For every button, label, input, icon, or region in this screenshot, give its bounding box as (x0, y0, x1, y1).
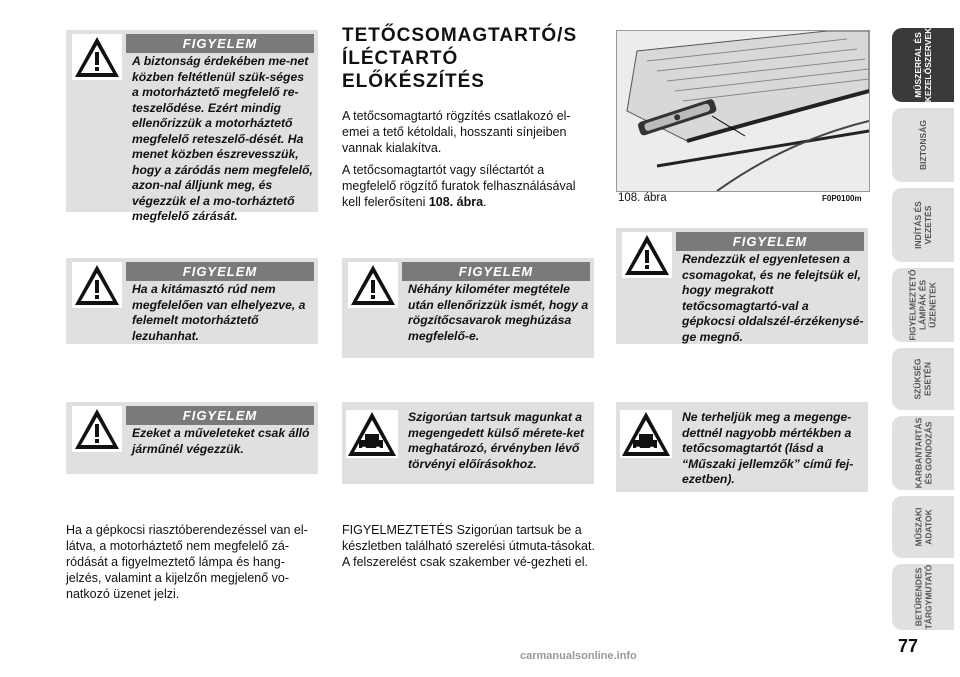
warning-label: FIGYELEM (126, 34, 314, 53)
warning-text: Ezeket a műveleteket csak álló járműnél végezzük. (132, 426, 310, 456)
warning-box-recheck (342, 258, 594, 358)
warning-box-prop-rod (66, 258, 318, 344)
warning-label: FIGYELEM (676, 232, 864, 251)
chapter-tabs (892, 0, 960, 677)
tab-safety[interactable]: BIZTONSÁG (892, 108, 954, 182)
note-text: Szigorúan tartsuk magunkat a megengedett külső mérete-ket meghatározó, érvényben lévő törvényi előírásokhoz. (408, 410, 585, 471)
roof-illustration (617, 31, 869, 191)
warning-box-stationary (66, 402, 318, 474)
tab-emergency[interactable]: SZÜKSÉG ESETÉN (892, 348, 954, 410)
body-text-installation: FIGYELMEZTETÉS Szigorúan tartsuk be a készletben található szerelési útmuta-tásokat. A felszerelést csak szakember vé-gezheti el. (342, 523, 595, 569)
warning-label: FIGYELEM (126, 406, 314, 425)
watermark-text: carmanualsonline.info (520, 650, 637, 662)
figure-code: F0P0100m (822, 194, 862, 203)
tab-instruments[interactable]: MŰSZERFAL ÉS KEZELŐSZERVEK (892, 28, 954, 102)
warning-label: FIGYELEM (126, 262, 314, 281)
figure-caption: 108. ábra (618, 192, 667, 204)
roof-rack-figure (616, 30, 870, 192)
warning-text: Rendezzük el egyenletesen a csomagokat, és ne felejtsük el, hogy megrakott tetőcsomagtartó-val a gépkocsi oldalszél-érzékenysé-ge megnő. (682, 252, 864, 344)
warning-box-hood-latch (66, 30, 318, 223)
warning-label: FIGYELEM (402, 262, 590, 281)
warning-text: Néhány kilométer megtétele után ellenőrizzük ismét, hogy a rögzítőcsavarok meghúzása megfelelő-e. (408, 282, 589, 343)
warning-text: A biztonság érdekében me-net közben feltétlenül szük-séges a motorháztető megfelelő re-teszelődése. Ezért mindig ellenőrizzük a motorháztető megfelelő reteszelő-dését. Ha menet közben észrevesszük, hogy a záródás nem megfelelő, azon-nal álljunk meg, és végezzük el a mo-torháztető megfelelő zárását. (132, 54, 313, 223)
tab-maintenance[interactable]: KARBANTARTÁS ÉS GONDOZÁS (892, 416, 954, 490)
note-box-dimensions (342, 402, 594, 484)
tab-index[interactable]: BETŰRENDES TÁRGYMUTATÓ (892, 564, 954, 630)
page-number: 77 (898, 636, 919, 656)
tab-warning-lights[interactable]: FIGYELMEZTETŐ LÁMPÁK ÉS ÜZENETEK (892, 268, 954, 342)
body-text-roof-rack: A tetőcsomagtartó rögzítés csatlakozó el-emei a tető kétoldali, hosszanti sínjeiben vannak kialakítva. A tetőcsomagtartót vagy síléctartót a megfelelő rögzítő furatok felhasználásával kell felerősíteni 108. ábra. (342, 109, 576, 209)
warning-text: Ha a kitámasztó rúd nem megfelelően van elhelyezve, a felemelt motorháztető lezuhanhat. (132, 282, 306, 343)
note-box-max-load (616, 402, 868, 492)
section-title: TETŐCSOMAGTARTÓ/S ÍLÉCTARTÓ ELŐKÉSZÍTÉS (342, 25, 578, 92)
tab-technical-data[interactable]: MŰSZAKI ADATOK (892, 496, 954, 558)
tab-starting-driving[interactable]: INDÍTÁS ÉS VEZETÉS (892, 188, 954, 262)
warning-box-load-distribution (616, 228, 868, 344)
note-text: Ne terheljük meg a megenge-dettnél nagyobb mértékben a tetőcsomagtartót (lásd a “Műszaki jellemzők” című fej-ezetben). (682, 410, 854, 486)
body-text-alarm: Ha a gépkocsi riasztóberendezéssel van el-látva, a motorháztető nem megfelelő zá-ródását a figyelmeztető lámpa és hang-jelzés, valamint a kijelzőn megjelenő vo-natkozó üzenet jelzi. (66, 523, 308, 601)
